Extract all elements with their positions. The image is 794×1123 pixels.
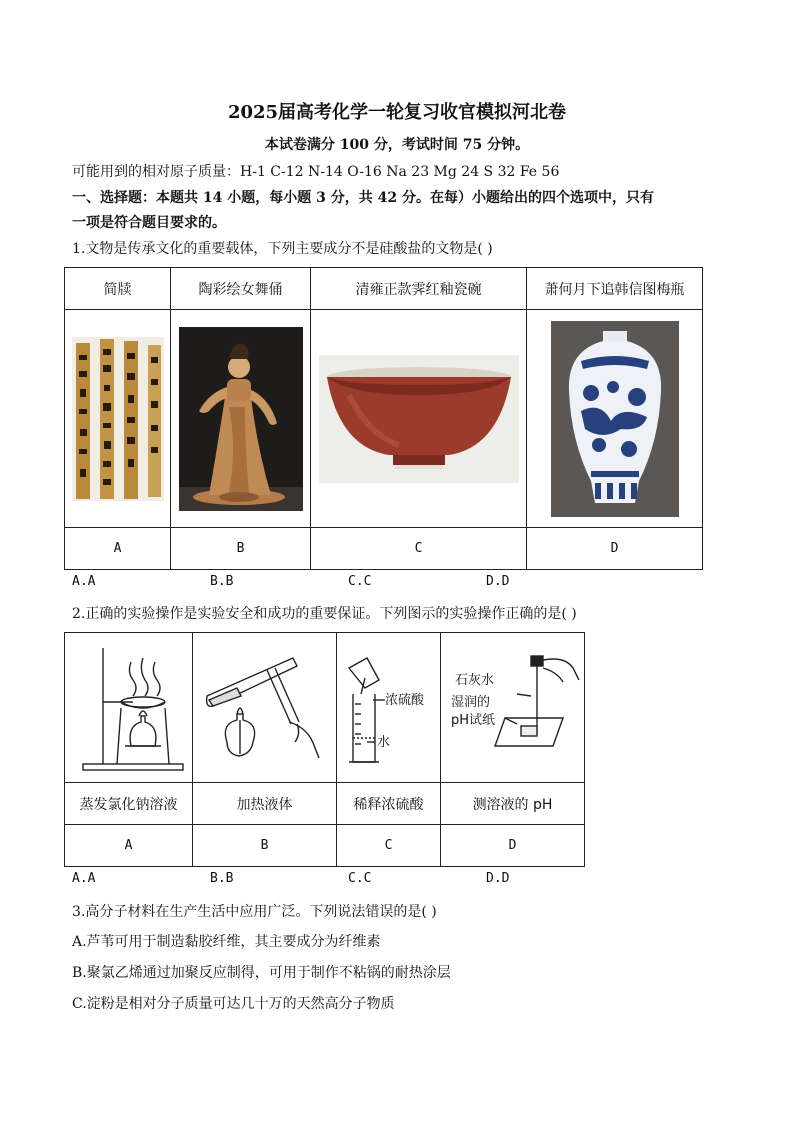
q1-image-cell-d xyxy=(527,310,703,528)
q1-letter-b: B xyxy=(171,528,311,570)
question-3-stem: 3.高分子材料在生产生活中应用广泛。下列说法错误的是( ) xyxy=(72,904,437,920)
q2-figure-cell-a xyxy=(65,633,193,783)
q2-letter-d: D xyxy=(441,825,585,867)
q2-letter-b: B xyxy=(193,825,337,867)
heating-liquid-figure xyxy=(197,638,333,778)
q1-header-c: 清雍正款霁红釉瓷碗 xyxy=(311,268,527,310)
section-instructions-1: 一、选择题：本题共 14 小题，每小题 3 分，共 42 分。在每）小题给出的四个选项中，只有 xyxy=(72,190,654,206)
bamboo-slips-image xyxy=(72,337,164,501)
dancing-figurine-image xyxy=(179,327,303,511)
q2-option-c: C.C xyxy=(348,871,372,886)
q2-figure-cell-b xyxy=(193,633,337,783)
q3-choice-a: A.芦苇可用于制造黏胶纤维，其主要成分为纤维素 xyxy=(72,934,381,950)
question-2-stem: 2.正确的实验操作是实验安全和成功的重要保证。下列图示的实验操作正确的是( ) xyxy=(72,606,577,622)
q2-letter-a: A xyxy=(65,825,193,867)
q2-caption-c: 稀释浓硫酸 xyxy=(337,783,441,825)
q1-header-d: 萧何月下追韩信图梅瓶 xyxy=(527,268,703,310)
q2-caption-a: 蒸发氯化钠溶液 xyxy=(65,783,193,825)
evaporation-apparatus-figure xyxy=(69,638,189,778)
q1-image-cell-a xyxy=(65,310,171,528)
q1-header-a: 简牍 xyxy=(65,268,171,310)
section-instructions-2: 一项是符合题目要求的。 xyxy=(72,215,226,231)
label-water: 水 xyxy=(376,734,390,750)
exam-info: 本试卷满分 100 分，考试时间 75 分钟。 xyxy=(264,137,530,153)
q1-image-cell-c xyxy=(311,310,527,528)
atomic-mass-line: 可能用到的相对原子质量：H-1 C-12 N-14 O-16 Na 23 Mg 24 S 32 Fe 56 xyxy=(72,164,560,180)
q1-letter-d: D xyxy=(527,528,703,570)
question-2-table xyxy=(64,632,585,867)
red-glaze-bowl-image xyxy=(319,355,519,483)
q2-letter-c: C xyxy=(337,825,441,867)
q1-option-d: D.D xyxy=(486,574,510,589)
q2-option-a: A.A xyxy=(72,871,96,886)
meiping-vase-image xyxy=(551,321,679,517)
q3-choice-b: B.聚氯乙烯通过加聚反应制得，可用于制作不粘锅的耐热涂层 xyxy=(72,965,451,981)
diluting-acid-figure xyxy=(339,638,439,778)
q1-option-b: B.B xyxy=(210,574,234,589)
q1-letter-c: C xyxy=(311,528,527,570)
q2-option-b: B.B xyxy=(210,871,234,886)
q1-option-c: C.C xyxy=(348,574,372,589)
label-conc-acid: 浓硫酸 xyxy=(384,692,424,708)
q1-image-cell-b xyxy=(171,310,311,528)
question-1-stem: 1.文物是传承文化的重要载体，下列主要成分不是硅酸盐的文物是( ) xyxy=(72,241,493,257)
q2-figure-cell-c xyxy=(337,633,441,783)
label-ph-paper: pH试纸 xyxy=(450,712,495,728)
q2-caption-d: 测溶液的 pH xyxy=(441,783,585,825)
label-wet: 湿润的 xyxy=(450,694,490,710)
q2-caption-b: 加热液体 xyxy=(193,783,337,825)
ph-test-figure xyxy=(445,638,581,778)
q1-header-b: 陶彩绘女舞俑 xyxy=(171,268,311,310)
label-limewater: 石灰水 xyxy=(454,672,494,688)
q1-option-a: A.A xyxy=(72,574,96,589)
q2-option-d: D.D xyxy=(486,871,510,886)
question-1-table xyxy=(64,267,703,570)
q2-figure-cell-d xyxy=(441,633,585,783)
q3-choice-c: C.淀粉是相对分子质量可达几十万的天然高分子物质 xyxy=(72,996,395,1012)
page-title: 2025届高考化学一轮复习收官模拟河北卷 xyxy=(227,102,567,123)
q1-letter-a: A xyxy=(65,528,171,570)
